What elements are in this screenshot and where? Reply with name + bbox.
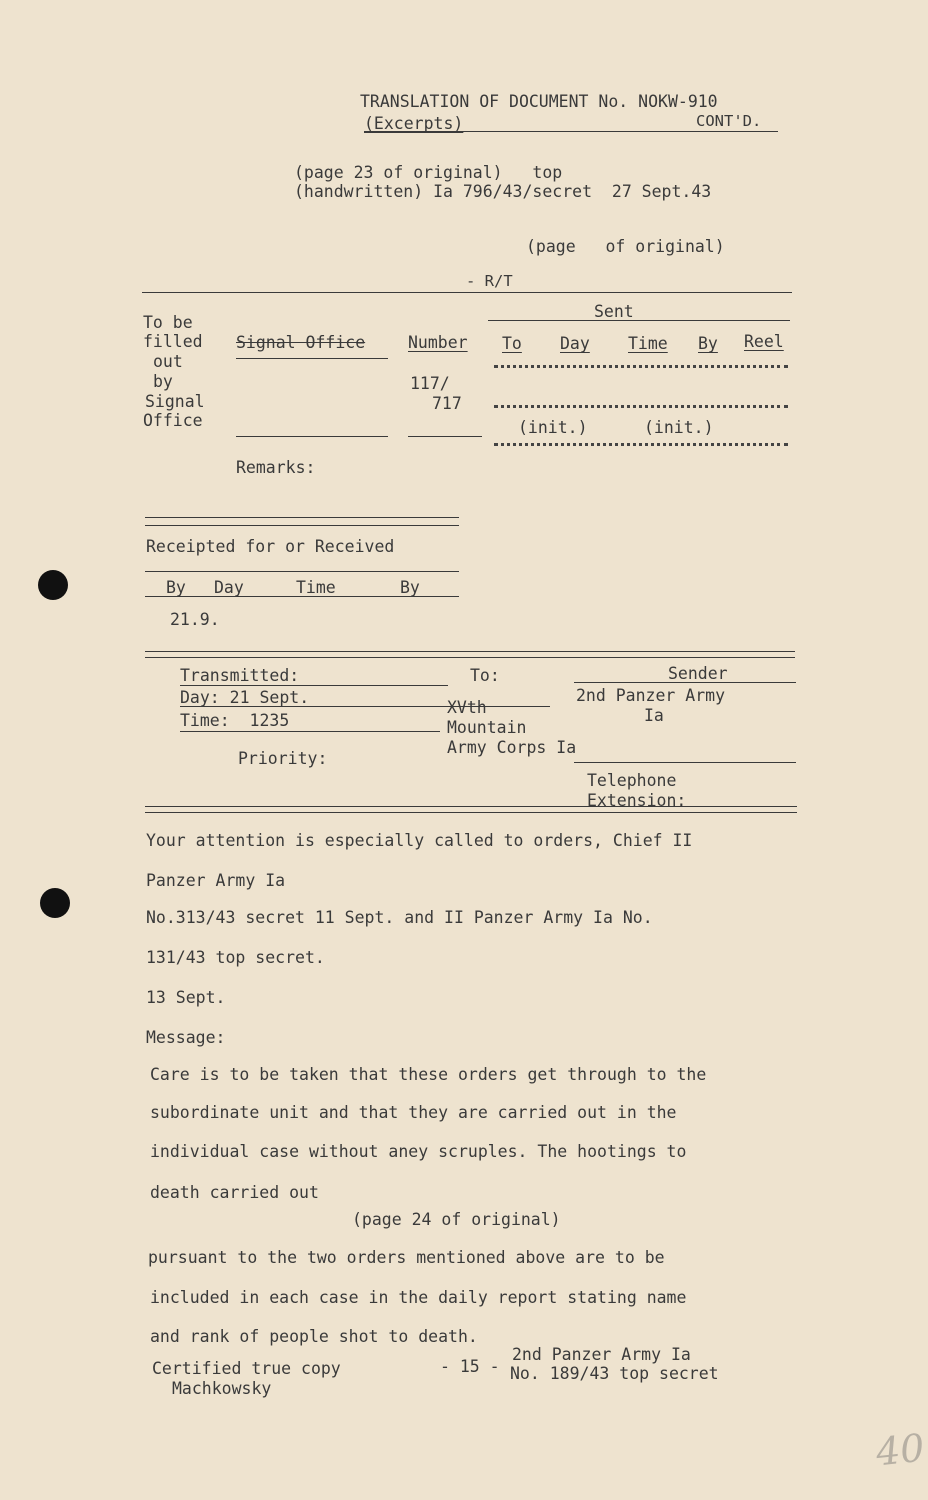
remarks-label: Remarks:	[236, 458, 316, 477]
receipt-value: 21.9.	[170, 610, 220, 629]
time-line	[180, 731, 440, 732]
to-line-2: Mountain	[447, 718, 527, 737]
dotted-line-3	[494, 443, 788, 446]
to-line-1: XVth	[447, 698, 487, 717]
page-24-reference: (page 24 of original)	[352, 1210, 561, 1229]
transmit-day: Day: 21 Sept.	[180, 688, 310, 707]
rt-label: - R/T	[466, 272, 513, 290]
receipt-col-day: Day	[214, 578, 244, 597]
sender-underline	[574, 682, 796, 683]
body-line-8: subordinate unit and that they are carried out in the	[150, 1103, 677, 1122]
sender-line-1: 2nd Panzer Army	[576, 686, 726, 705]
init-label-1: (init.)	[518, 418, 588, 437]
sent-label: Sent	[594, 302, 634, 321]
transmit-time: Time: 1235	[180, 711, 290, 730]
day-line	[180, 706, 550, 707]
init-label-2: (init.)	[644, 418, 714, 437]
body-line-12: included in each case in the daily report stating name	[150, 1288, 687, 1307]
telephone-label: Telephone	[587, 771, 677, 790]
punch-hole-top	[38, 570, 68, 600]
transmit-rule-2	[145, 657, 795, 658]
sent-col-to: To	[502, 334, 522, 353]
page-number: - 15 -	[440, 1357, 500, 1376]
body-line-2: Panzer Army Ia	[146, 871, 286, 890]
number-label: Number	[408, 333, 468, 352]
body-line-9: individual case without aney scruples. The hootings to	[150, 1142, 687, 1161]
body-line-10: death carried out	[150, 1183, 319, 1202]
to-be-filled-line-4: by	[153, 372, 173, 391]
document-title: TRANSLATION OF DOCUMENT No. NOKW-910	[360, 92, 718, 111]
receipt-col-by-2: By	[400, 578, 420, 597]
body-line-11: pursuant to the two orders mentioned above are to be	[148, 1248, 665, 1267]
extension-label: Extension:	[587, 791, 687, 810]
signal-office-line-1	[236, 358, 388, 359]
receipt-col-time: Time	[296, 578, 336, 597]
bottom-rule-1	[145, 806, 797, 807]
certified-label: Certified true copy	[152, 1359, 341, 1378]
body-line-7: Care is to be taken that these orders get through to the	[150, 1065, 707, 1084]
remarks-rule-2	[145, 525, 459, 526]
body-line-3: No.313/43 secret 11 Sept. and II Panzer Army Ia No.	[146, 908, 653, 927]
page-of-original: (page of original)	[526, 237, 725, 256]
number-value-1: 117/	[410, 374, 450, 393]
sent-col-reel: Reel	[744, 332, 784, 351]
sent-col-by: By	[698, 334, 718, 353]
pencil-page-mark: 40	[873, 1425, 927, 1475]
footer-reference-1: 2nd Panzer Army Ia	[512, 1345, 691, 1364]
sent-col-day: Day	[560, 334, 590, 353]
remarks-rule-1	[145, 517, 459, 518]
number-line	[408, 436, 482, 437]
to-be-filled-line-1: To be	[143, 313, 193, 332]
transmit-rule-1	[145, 651, 795, 652]
receipt-col-rule	[145, 596, 459, 597]
page-reference: (page 23 of original) top	[294, 163, 563, 182]
signal-office-label: Signal Office	[236, 333, 366, 352]
number-value-2: 717	[432, 394, 462, 413]
body-line-13: and rank of people shot to death.	[150, 1327, 478, 1346]
footer-reference-2: No. 189/43 top secret	[510, 1364, 719, 1383]
to-be-filled-line-6: Office	[143, 411, 203, 430]
contd-label: CONT'D.	[696, 112, 762, 130]
receipt-title: Receipted for or Received	[146, 537, 395, 556]
body-line-5: 13 Sept.	[146, 988, 226, 1007]
certifier-name: Machkowsky	[172, 1379, 272, 1398]
to-line-3: Army Corps Ia	[447, 738, 577, 757]
body-line-1: Your attention is especially called to orders, Chief II	[146, 831, 693, 850]
handwritten-reference: (handwritten) Ia 796/43/secret 27 Sept.43	[294, 182, 712, 201]
sender-rule	[574, 762, 796, 763]
to-label: To:	[470, 666, 500, 685]
receipt-rule	[145, 571, 459, 572]
sender-label: Sender	[668, 664, 728, 683]
sender-line-2: Ia	[644, 706, 664, 725]
to-be-filled-line-2: filled	[143, 332, 203, 351]
to-be-filled-line-3: out	[153, 352, 183, 371]
sent-underline	[488, 320, 790, 321]
body-line-6: Message:	[146, 1028, 226, 1047]
receipt-col-by: By	[166, 578, 186, 597]
signal-office-line-2	[236, 436, 388, 437]
excerpts-label: (Excerpts)	[364, 114, 464, 133]
bottom-rule-2	[145, 812, 797, 813]
dotted-line-1	[494, 365, 788, 368]
to-be-filled-line-5: Signal	[145, 392, 205, 411]
priority-label: Priority:	[238, 749, 328, 768]
header-underline	[364, 131, 778, 132]
sent-col-time: Time	[628, 334, 668, 353]
dotted-line-2	[494, 405, 788, 408]
transmitted-line	[180, 685, 448, 686]
rule-top	[142, 292, 792, 293]
transmitted-label: Transmitted:	[180, 666, 300, 685]
body-line-4: 131/43 top secret.	[146, 948, 325, 967]
punch-hole-bottom	[40, 888, 70, 918]
